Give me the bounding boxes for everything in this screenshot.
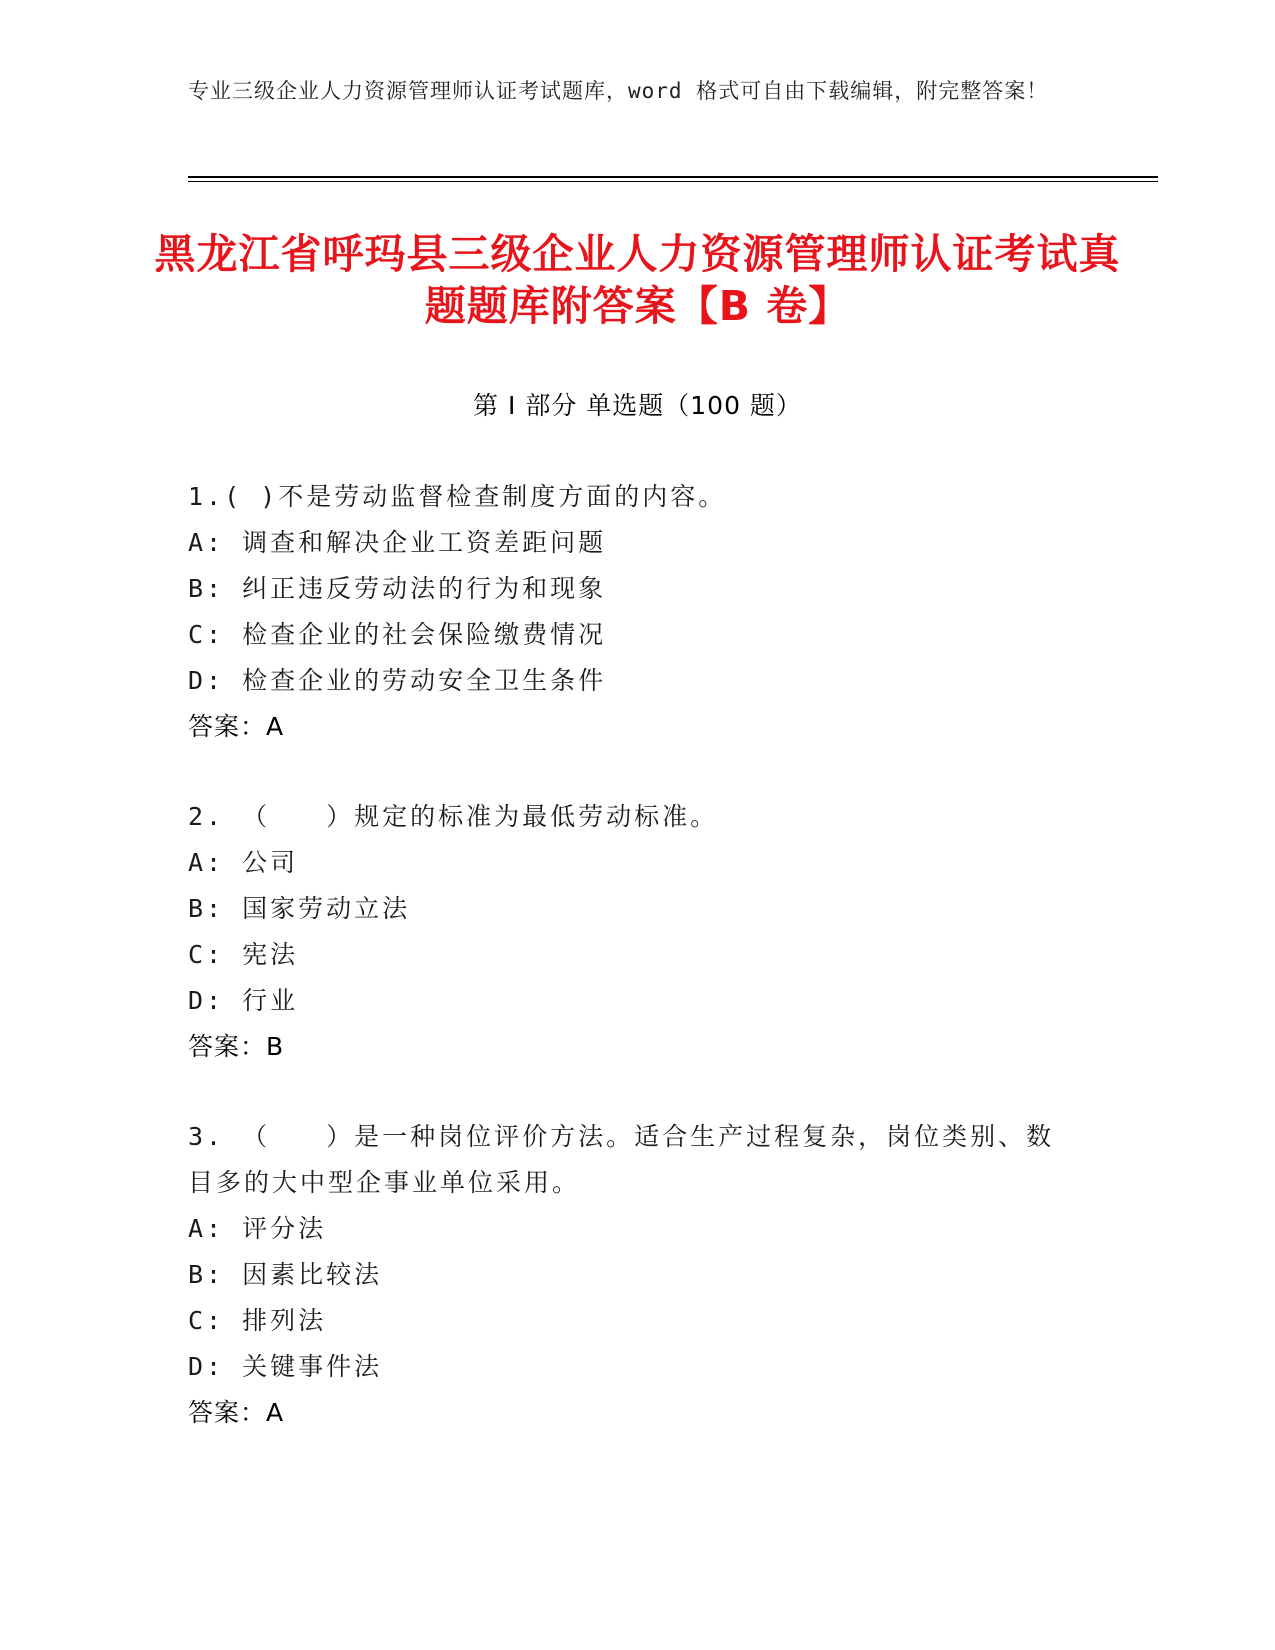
- answer-line: 答案：A: [188, 712, 285, 741]
- question-stem: 3. （ ）是一种岗位评价方法。适合生产过程复杂，岗位类别、数目多的大中型企事业单位采用。: [188, 1122, 1055, 1197]
- header-rule-thick: [188, 176, 1158, 178]
- question-stem: 1.( )不是劳动监督检查制度方面的内容。: [188, 482, 727, 511]
- header-rule-thin: [188, 181, 1158, 182]
- option-a: A: 公司: [188, 848, 299, 877]
- option-c: C: 排列法: [188, 1306, 327, 1335]
- option-d: D: 关键事件法: [188, 1352, 383, 1381]
- question-block: [188, 474, 1068, 750]
- question-block: [188, 794, 1068, 1070]
- option-c: C: 检查企业的社会保险缴费情况: [188, 620, 607, 649]
- document-title: 黑龙江省呼玛县三级企业人力资源管理师认证考试真题题库附答案【B 卷】: [154, 230, 1121, 330]
- header-note: 专业三级企业人力资源管理师认证考试题库，word 格式可自由下载编辑，附完整答案！: [188, 79, 1049, 103]
- option-b: B: 国家劳动立法: [188, 894, 411, 923]
- option-b: B: 纠正违反劳动法的行为和现象: [188, 574, 607, 603]
- answer-line: 答案：B: [188, 1032, 285, 1061]
- question-stem: 2. （ ）规定的标准为最低劳动标准。: [188, 802, 719, 831]
- option-c: C: 宪法: [188, 940, 299, 969]
- option-a: A: 评分法: [188, 1214, 327, 1243]
- section-title: 第 I 部分 单选题（100 题）: [473, 391, 802, 420]
- answer-line: 答案：A: [188, 1398, 285, 1427]
- option-d: D: 行业: [188, 986, 299, 1015]
- option-a: A: 调查和解决企业工资差距问题: [188, 528, 607, 557]
- question-block: [188, 1114, 1068, 1436]
- option-b: B: 因素比较法: [188, 1260, 383, 1289]
- option-d: D: 检查企业的劳动安全卫生条件: [188, 666, 607, 695]
